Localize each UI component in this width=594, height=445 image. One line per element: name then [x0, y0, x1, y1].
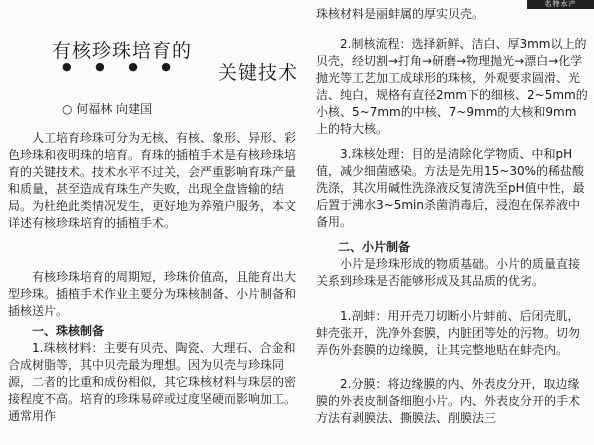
authors: ○ 何福林 向建国: [62, 102, 153, 116]
section-heading-2: 二、小片制备: [338, 240, 411, 254]
right-paragraph-3: 3.珠核处理：目的是清除化学物质、中和pH值，减少细菌感染。方法是先用15~30%的稀盐酸洗涤，其次用碱性洗涤液反复清洗至pH值中性，最后置于沸水3~5min杀菌消毒后，浸泡在保养液中备用。: [316, 147, 585, 229]
right-paragraph-5: 1.剖蚌：用开壳刀切断小片蚌前、后闭壳肌，蚌壳张开，洗净外套膜，内脏团等处的污物。切勿弄伤外套膜的边缘膜，让其完整地贴在蚌壳内。: [316, 309, 581, 357]
left-paragraph-3: 1.珠核材料：主要有贝壳、陶瓷、大理石、合金和合成树脂等，其中贝壳最为理想。因为贝壳与珍珠同源，二者的比重和成份相似，其它珠核材料与珠层的密接程度不高。培育的珍珠易碎或过度坚硬而影响加工。通常用作: [8, 341, 297, 423]
article-title-line1: 有核珍珠培育的: [52, 40, 193, 62]
left-paragraph-1: 人工培育珍珠可分为无核、有核、象形、异形、彩色珍珠和夜明珠的培育。育珠的插植手术是有核珍珠培育的关键技术。技术水平不过关，会严重影响育珠产量和质量，甚至造成育珠生产失败，出现全盘皆输的结局。为杜绝此类情况发生，更好地为养殖户服务，本文详述有核珍珠培育的插植手术。: [8, 131, 297, 230]
right-paragraph-4: 小片是珍珠形成的物质基础。小片的质量直接关系到珍珠是否能够形成及其品质的优劣。: [316, 257, 581, 288]
title-decoration-dots: ● ● ● ●: [62, 60, 181, 73]
article-title-line2: 关键技术: [218, 62, 299, 84]
section-tag: 名特水产: [527, 0, 594, 9]
right-paragraph-1: 珠核材料是丽蚌属的厚实贝壳。: [316, 7, 485, 21]
right-paragraph-6: 2.分膜：将边缘膜的内、外表皮分开，取边缘膜的外表皮制备细胞小片。内、外表皮分开的手术方法有剥膜法、撕膜法、削膜法三: [316, 377, 581, 425]
left-paragraph-2: 有核珍珠培育的周期短，珍珠价值高，且能育出大型珍珠。插植手术作业主要分为珠核制备、小片制备和插核送片。: [8, 270, 297, 318]
section-heading-1: 一、珠核制备: [32, 324, 105, 338]
right-paragraph-2: 2.制核流程：选择新鲜、洁白、厚3mm以上的贝壳，经切割→打角→研磨→物理抛光→漂白→化学抛光等工艺加工成球形的珠核，外观要求圆滑、光洁、纯白，规格有直径2mm下的细核、2~5mm的小核、5~7mm的中核、7~9mm的大核和9mm上的特大核。: [316, 37, 588, 136]
